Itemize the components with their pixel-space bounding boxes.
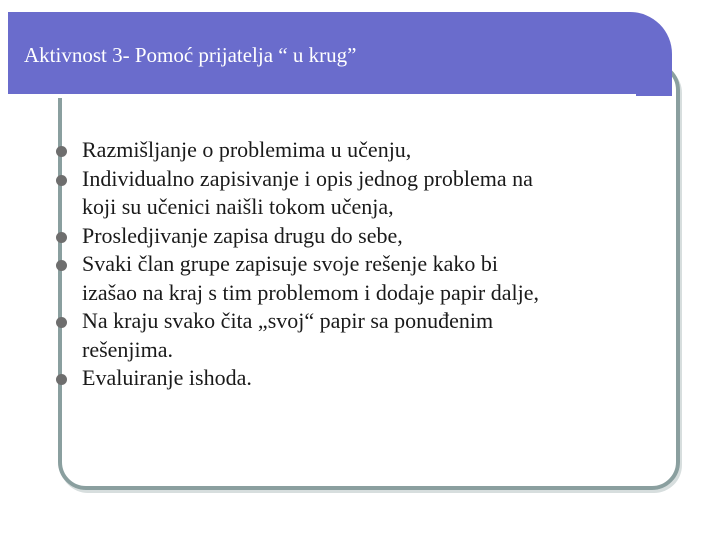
bullet-line: Individualno zapisivanje i opis jednog problema na <box>82 165 533 191</box>
bullet-dot-icon <box>56 317 67 328</box>
bullet-line: Na kraju svako čita „svoj“ papir sa ponuđenim <box>82 308 494 333</box>
bullet-line: Evaluiranje ishoda. <box>82 365 252 390</box>
bullet-line-continued: rešenjima. <box>82 336 174 362</box>
bullet-item <box>56 364 676 393</box>
bullet-list <box>56 136 676 393</box>
title-underline <box>8 94 636 98</box>
bullet-item <box>56 136 676 165</box>
bullet-line: Prosledjivanje zapisa drugu do sebe, <box>82 222 403 248</box>
bullet-dot-icon <box>56 374 67 385</box>
bullet-dot-icon <box>56 175 67 186</box>
bullet-dot-icon <box>56 232 67 243</box>
bullet-dot-icon <box>56 146 67 157</box>
slide-title: Aktivnost 3- Pomoć prijatelja “ u krug” <box>24 43 357 67</box>
bullet-item <box>56 165 676 222</box>
bullet-item <box>56 250 676 307</box>
bullet-line-continued: koji su učenici naišli tokom učenja, <box>82 194 394 219</box>
bullet-line: Svaki član grupe zapisuje svoje rešenje kako bi <box>82 251 499 276</box>
bullet-item <box>56 307 676 364</box>
bullet-line-continued: izašao na kraj s tim problemom i dodaje papir dalje, <box>82 279 539 305</box>
bullet-item <box>56 222 676 251</box>
bullet-dot-icon <box>56 260 67 271</box>
bullet-line: Razmišljanje o problemima u učenju, <box>82 137 412 162</box>
